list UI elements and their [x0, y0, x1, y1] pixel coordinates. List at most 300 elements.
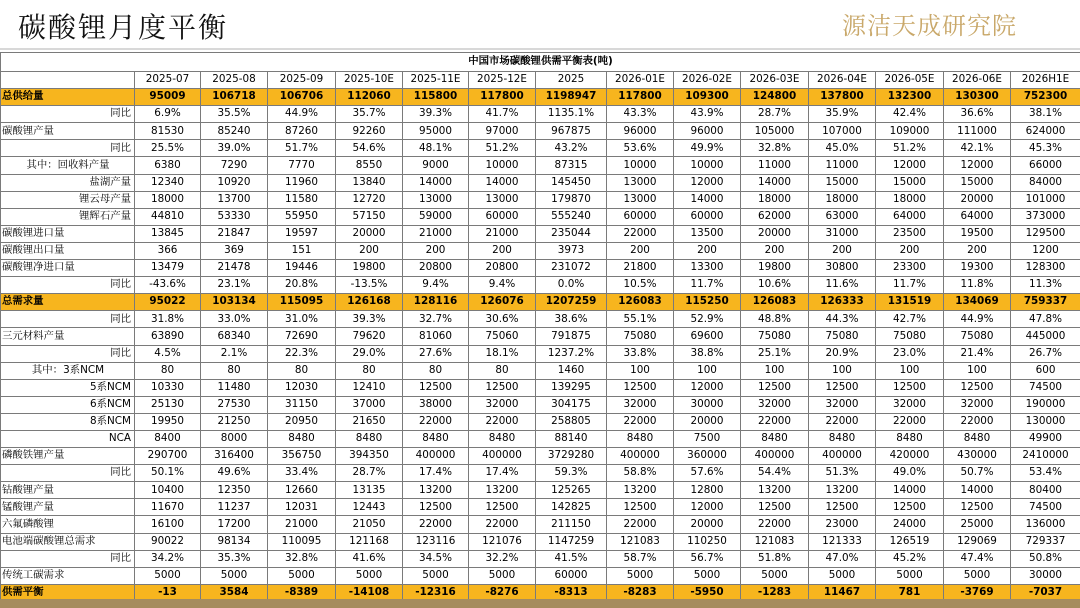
table-cell: 43.9% — [674, 106, 741, 123]
table-cell: 12500 — [403, 379, 469, 396]
table-cell: 31.0% — [268, 311, 336, 328]
table-cell: 51.3% — [809, 465, 876, 482]
table-row — [1, 89, 1080, 106]
table-cell: 21800 — [607, 260, 674, 277]
table-cell: 43.2% — [536, 140, 607, 157]
table-cell: 41.5% — [536, 550, 607, 567]
table-cell: 126333 — [809, 294, 876, 311]
table-cell: 35.5% — [201, 106, 268, 123]
table-row — [1, 413, 1080, 430]
table-cell: 22000 — [809, 413, 876, 430]
table-cell: 14000 — [674, 191, 741, 208]
table-cell: 60000 — [674, 208, 741, 225]
table-cell: 56.7% — [674, 550, 741, 567]
table-cell: 125265 — [536, 482, 607, 499]
table-row — [1, 362, 1080, 379]
table-cell: 11000 — [741, 157, 809, 174]
table-cell: 25.1% — [741, 345, 809, 362]
table-cell: 63000 — [809, 208, 876, 225]
table-cell: 7500 — [674, 430, 741, 447]
table-cell: 134069 — [944, 294, 1011, 311]
row-label: 同比 — [1, 345, 135, 362]
table-cell: 12500 — [607, 499, 674, 516]
table-cell: 75080 — [741, 328, 809, 345]
table-cell: 20000 — [674, 516, 741, 533]
table-cell: 80 — [336, 362, 403, 379]
table-cell: 12800 — [674, 482, 741, 499]
table-cell: 21000 — [469, 225, 536, 242]
table-cell: 139295 — [536, 379, 607, 396]
table-cell: 10920 — [201, 174, 268, 191]
table-row — [1, 550, 1080, 567]
table-cell: 110095 — [268, 533, 336, 550]
table-cell: 47.0% — [809, 550, 876, 567]
table-cell: 38.6% — [536, 311, 607, 328]
table-cell: 123116 — [403, 533, 469, 550]
row-label: NCA — [1, 430, 135, 447]
table-cell: 22000 — [607, 225, 674, 242]
table-row — [1, 174, 1080, 191]
table-cell: 36.6% — [944, 106, 1011, 123]
table-cell: 9.4% — [469, 277, 536, 294]
table-cell: 1147259 — [536, 533, 607, 550]
table-cell: 8480 — [403, 430, 469, 447]
table-cell: 128300 — [1011, 260, 1080, 277]
table-cell: 12500 — [469, 499, 536, 516]
table-cell: 97000 — [469, 123, 536, 140]
table-cell: 8480 — [607, 430, 674, 447]
table-cell: 10000 — [469, 157, 536, 174]
table-cell: 60000 — [469, 208, 536, 225]
table-cell: 10.6% — [741, 277, 809, 294]
table-cell: 200 — [336, 242, 403, 259]
table-cell: 15000 — [944, 174, 1011, 191]
row-label: 磷酸铁锂产量 — [1, 448, 135, 465]
row-label: 碳酸锂出口量 — [1, 242, 135, 259]
table-row — [1, 225, 1080, 242]
table-row — [1, 208, 1080, 225]
table-cell: 290700 — [135, 448, 201, 465]
table-cell: 400000 — [809, 448, 876, 465]
table-cell: 31.8% — [135, 311, 201, 328]
table-cell: 12443 — [336, 499, 403, 516]
column-header: 2026-01E — [607, 72, 674, 89]
table-cell: 17.4% — [403, 465, 469, 482]
table-cell: 53.4% — [1011, 465, 1080, 482]
table-cell: 7290 — [201, 157, 268, 174]
table-cell: 12350 — [201, 482, 268, 499]
table-cell: 75080 — [944, 328, 1011, 345]
row-label: 六氟磷酸锂 — [1, 516, 135, 533]
table-cell: 19800 — [741, 260, 809, 277]
table-cell: 22000 — [944, 413, 1011, 430]
table-cell: 13300 — [674, 260, 741, 277]
table-cell: 18000 — [876, 191, 944, 208]
table-cell: 117800 — [469, 89, 536, 106]
table-row — [1, 430, 1080, 447]
table-cell: 112060 — [336, 89, 403, 106]
table-cell: 5000 — [403, 567, 469, 584]
table-cell: 22000 — [741, 516, 809, 533]
table-cell: 10000 — [607, 157, 674, 174]
page-title: 碳酸锂月度平衡 — [18, 11, 229, 44]
row-label: 同比 — [1, 277, 135, 294]
table-cell: 1198947 — [536, 89, 607, 106]
table-cell: 81530 — [135, 123, 201, 140]
table-cell: 115095 — [268, 294, 336, 311]
table-cell: 12410 — [336, 379, 403, 396]
table-cell: 58.7% — [607, 550, 674, 567]
table-row — [1, 311, 1080, 328]
table-cell: 31000 — [809, 225, 876, 242]
balance-table — [0, 52, 1080, 602]
table-cell: 32.8% — [268, 550, 336, 567]
table-cell: 21478 — [201, 260, 268, 277]
row-label: 电池端碳酸锂总需求 — [1, 533, 135, 550]
institute-logo — [842, 8, 1052, 42]
table-cell: 126519 — [876, 533, 944, 550]
table-cell: 30800 — [809, 260, 876, 277]
table-row — [1, 242, 1080, 259]
table-cell: 5000 — [674, 567, 741, 584]
row-label: 锰酸锂产量 — [1, 499, 135, 516]
column-header: 2025-07 — [135, 72, 201, 89]
table-cell: 12500 — [944, 499, 1011, 516]
table-cell: 25130 — [135, 396, 201, 413]
table-cell: 23.1% — [201, 277, 268, 294]
table-cell: 142825 — [536, 499, 607, 516]
table-cell: 369 — [201, 242, 268, 259]
table-cell: 130300 — [944, 89, 1011, 106]
column-header: 2026-06E — [944, 72, 1011, 89]
table-cell: 110250 — [674, 533, 741, 550]
table-cell: 8480 — [944, 430, 1011, 447]
table-cell: 128116 — [403, 294, 469, 311]
table-cell: 32.7% — [403, 311, 469, 328]
table-cell: 360000 — [674, 448, 741, 465]
table-cell: 30000 — [1011, 567, 1080, 584]
table-cell: 20000 — [336, 225, 403, 242]
table-cell: 51.2% — [469, 140, 536, 157]
table-cell: 11237 — [201, 499, 268, 516]
table-cell: 8480 — [876, 430, 944, 447]
table-cell: 39.3% — [336, 311, 403, 328]
table-cell: 38.1% — [1011, 106, 1080, 123]
table-cell: 75080 — [607, 328, 674, 345]
table-cell: 13200 — [741, 482, 809, 499]
table-row — [1, 294, 1080, 311]
table-cell: 5000 — [268, 567, 336, 584]
table-caption-row — [1, 53, 1080, 72]
table-cell: 115800 — [403, 89, 469, 106]
table-cell: 28.7% — [741, 106, 809, 123]
table-cell: 32000 — [809, 396, 876, 413]
table-cell: 75080 — [809, 328, 876, 345]
column-header: 2025-12E — [469, 72, 536, 89]
table-cell: 11000 — [809, 157, 876, 174]
table-cell: 23000 — [809, 516, 876, 533]
table-cell: 13845 — [135, 225, 201, 242]
table-cell: 10.5% — [607, 277, 674, 294]
table-cell: 366 — [135, 242, 201, 259]
table-cell: 8000 — [201, 430, 268, 447]
table-cell: 38000 — [403, 396, 469, 413]
table-cell: 21250 — [201, 413, 268, 430]
table-cell: 126083 — [741, 294, 809, 311]
table-cell: 13200 — [809, 482, 876, 499]
row-label: 总供给量 — [1, 89, 135, 106]
table-cell: 12000 — [944, 157, 1011, 174]
table-cell: 18000 — [135, 191, 201, 208]
table-row — [1, 482, 1080, 499]
row-label: 碳酸锂进口量 — [1, 225, 135, 242]
table-cell: 18000 — [809, 191, 876, 208]
table-cell: 30.6% — [469, 311, 536, 328]
column-header: 2026H1E — [1011, 72, 1080, 89]
row-label: 同比 — [1, 311, 135, 328]
table-cell: 80 — [268, 362, 336, 379]
table-cell: -13 — [135, 584, 201, 601]
table-cell: 21.4% — [944, 345, 1011, 362]
table-cell: 39.3% — [403, 106, 469, 123]
table-cell: 12500 — [809, 379, 876, 396]
table-cell: 13500 — [674, 225, 741, 242]
table-cell: 90022 — [135, 533, 201, 550]
table-cell: 92260 — [336, 123, 403, 140]
table-cell: 200 — [674, 242, 741, 259]
table-cell: 32000 — [469, 396, 536, 413]
row-label: 钴酸锂产量 — [1, 482, 135, 499]
table-cell: 132300 — [876, 89, 944, 106]
table-cell: 84000 — [1011, 174, 1080, 191]
table-cell: 14000 — [876, 482, 944, 499]
table-cell: 400000 — [607, 448, 674, 465]
table-cell: -8276 — [469, 584, 536, 601]
table-cell: 31150 — [268, 396, 336, 413]
table-cell: 130000 — [1011, 413, 1080, 430]
table-cell: 28.7% — [336, 465, 403, 482]
table-cell: 400000 — [469, 448, 536, 465]
table-cell: 7770 — [268, 157, 336, 174]
table-cell: 41.6% — [336, 550, 403, 567]
table-cell: 80 — [403, 362, 469, 379]
table-cell: 48.1% — [403, 140, 469, 157]
table-cell: 5000 — [876, 567, 944, 584]
table-cell: 12030 — [268, 379, 336, 396]
table-cell: 555240 — [536, 208, 607, 225]
table-cell: 13000 — [469, 191, 536, 208]
table-cell: 258805 — [536, 413, 607, 430]
table-cell: 23300 — [876, 260, 944, 277]
table-cell: 44810 — [135, 208, 201, 225]
table-cell: 14000 — [469, 174, 536, 191]
table-cell: -3769 — [944, 584, 1011, 601]
table-cell: 53.6% — [607, 140, 674, 157]
table-cell: 19950 — [135, 413, 201, 430]
table-cell: 32000 — [741, 396, 809, 413]
table-cell: 12500 — [944, 379, 1011, 396]
table-cell: 54.4% — [741, 465, 809, 482]
table-cell: 8550 — [336, 157, 403, 174]
table-cell: 10330 — [135, 379, 201, 396]
table-cell: 12660 — [268, 482, 336, 499]
table-cell: 14000 — [741, 174, 809, 191]
table-cell: 11.7% — [876, 277, 944, 294]
table-cell: 18.1% — [469, 345, 536, 362]
table-cell: 316400 — [201, 448, 268, 465]
table-cell: 43.3% — [607, 106, 674, 123]
table-cell: 96000 — [607, 123, 674, 140]
table-cell: 13000 — [403, 191, 469, 208]
table-cell: 12340 — [135, 174, 201, 191]
table-cell: 60000 — [607, 208, 674, 225]
table-row — [1, 123, 1080, 140]
table-cell: 12500 — [876, 379, 944, 396]
table-cell: 47.4% — [944, 550, 1011, 567]
table-cell: 35.3% — [201, 550, 268, 567]
title-divider — [0, 48, 1080, 50]
table-cell: 30000 — [674, 396, 741, 413]
table-cell: 13200 — [403, 482, 469, 499]
table-cell: 8480 — [268, 430, 336, 447]
table-cell: 33.0% — [201, 311, 268, 328]
table-cell: 967875 — [536, 123, 607, 140]
table-cell: 21000 — [403, 225, 469, 242]
table-cell: 51.7% — [268, 140, 336, 157]
table-cell: 22000 — [469, 413, 536, 430]
table-cell: 41.7% — [469, 106, 536, 123]
table-cell: 12031 — [268, 499, 336, 516]
table-cell: 13479 — [135, 260, 201, 277]
table-cell: 42.7% — [876, 311, 944, 328]
table-cell: 9000 — [403, 157, 469, 174]
footer-bar — [0, 599, 1080, 608]
table-cell: 13200 — [469, 482, 536, 499]
row-label: 传统工碳需求 — [1, 567, 135, 584]
table-cell: 2410000 — [1011, 448, 1080, 465]
table-cell: 8480 — [741, 430, 809, 447]
table-cell: 400000 — [741, 448, 809, 465]
table-cell: 87315 — [536, 157, 607, 174]
table-cell: 21000 — [268, 516, 336, 533]
table-cell: 26.7% — [1011, 345, 1080, 362]
table-cell: 126168 — [336, 294, 403, 311]
table-cell: 44.9% — [268, 106, 336, 123]
table-cell: 5000 — [469, 567, 536, 584]
table-cell: 151 — [268, 242, 336, 259]
table-row — [1, 533, 1080, 550]
table-cell: 179870 — [536, 191, 607, 208]
table-cell: 32000 — [876, 396, 944, 413]
table-cell: 126076 — [469, 294, 536, 311]
table-cell: -1283 — [741, 584, 809, 601]
table-row — [1, 260, 1080, 277]
table-cell: 16100 — [135, 516, 201, 533]
table-cell: 105000 — [741, 123, 809, 140]
table-cell: 12000 — [876, 157, 944, 174]
column-header: 2026-03E — [741, 72, 809, 89]
table-cell: 27.6% — [403, 345, 469, 362]
table-cell: 11.3% — [1011, 277, 1080, 294]
column-header: 2025-10E — [336, 72, 403, 89]
table-cell: -43.6% — [135, 277, 201, 294]
table-cell: 781 — [876, 584, 944, 601]
table-cell: 95000 — [403, 123, 469, 140]
table-cell: 131519 — [876, 294, 944, 311]
table-cell: 88140 — [536, 430, 607, 447]
table-cell: 129069 — [944, 533, 1011, 550]
row-label: 碳酸锂净进口量 — [1, 260, 135, 277]
table-cell: 11670 — [135, 499, 201, 516]
table-cell: 12720 — [336, 191, 403, 208]
table-cell: 200 — [944, 242, 1011, 259]
table-cell: 106706 — [268, 89, 336, 106]
table-cell: 24000 — [876, 516, 944, 533]
table-cell: 0.0% — [536, 277, 607, 294]
table-cell: 49.9% — [674, 140, 741, 157]
table-cell: 235044 — [536, 225, 607, 242]
table-row — [1, 516, 1080, 533]
table-cell: 400000 — [403, 448, 469, 465]
table-cell: 12500 — [741, 379, 809, 396]
row-label: 8系NCM — [1, 413, 135, 430]
table-cell: 3729280 — [536, 448, 607, 465]
balance-table-container — [0, 52, 1080, 602]
table-cell: 12500 — [469, 379, 536, 396]
table-cell: 87260 — [268, 123, 336, 140]
table-cell: -8313 — [536, 584, 607, 601]
row-label: 其中：3系NCM — [1, 362, 135, 379]
table-cell: 66000 — [1011, 157, 1080, 174]
row-label: 同比 — [1, 106, 135, 123]
table-cell: 13200 — [607, 482, 674, 499]
table-cell: 101000 — [1011, 191, 1080, 208]
table-cell: 18000 — [741, 191, 809, 208]
table-cell: 12000 — [674, 379, 741, 396]
table-cell: 22000 — [403, 413, 469, 430]
table-cell: 190000 — [1011, 396, 1080, 413]
table-cell: 49900 — [1011, 430, 1080, 447]
column-header: 2025-09 — [268, 72, 336, 89]
table-cell: 19446 — [268, 260, 336, 277]
table-cell: 8480 — [809, 430, 876, 447]
column-header: 2026-04E — [809, 72, 876, 89]
table-cell: 22000 — [607, 413, 674, 430]
table-cell: 39.0% — [201, 140, 268, 157]
table-cell: 74500 — [1011, 379, 1080, 396]
table-cell: 100 — [944, 362, 1011, 379]
table-cell: -8283 — [607, 584, 674, 601]
table-cell: 48.8% — [741, 311, 809, 328]
table-cell: 22000 — [403, 516, 469, 533]
table-cell: 33.4% — [268, 465, 336, 482]
table-cell: 13000 — [607, 191, 674, 208]
table-cell: 117800 — [607, 89, 674, 106]
table-cell: 20000 — [741, 225, 809, 242]
table-cell: 100 — [876, 362, 944, 379]
table-cell: 54.6% — [336, 140, 403, 157]
table-cell: 45.0% — [809, 140, 876, 157]
table-cell: 211150 — [536, 516, 607, 533]
table-cell: 200 — [876, 242, 944, 259]
table-cell: 752300 — [1011, 89, 1080, 106]
row-label: 5系NCM — [1, 379, 135, 396]
table-cell: 100 — [607, 362, 674, 379]
table-cell: 17.4% — [469, 465, 536, 482]
table-cell: 44.9% — [944, 311, 1011, 328]
table-row — [1, 499, 1080, 516]
row-label: 碳酸锂产量 — [1, 123, 135, 140]
